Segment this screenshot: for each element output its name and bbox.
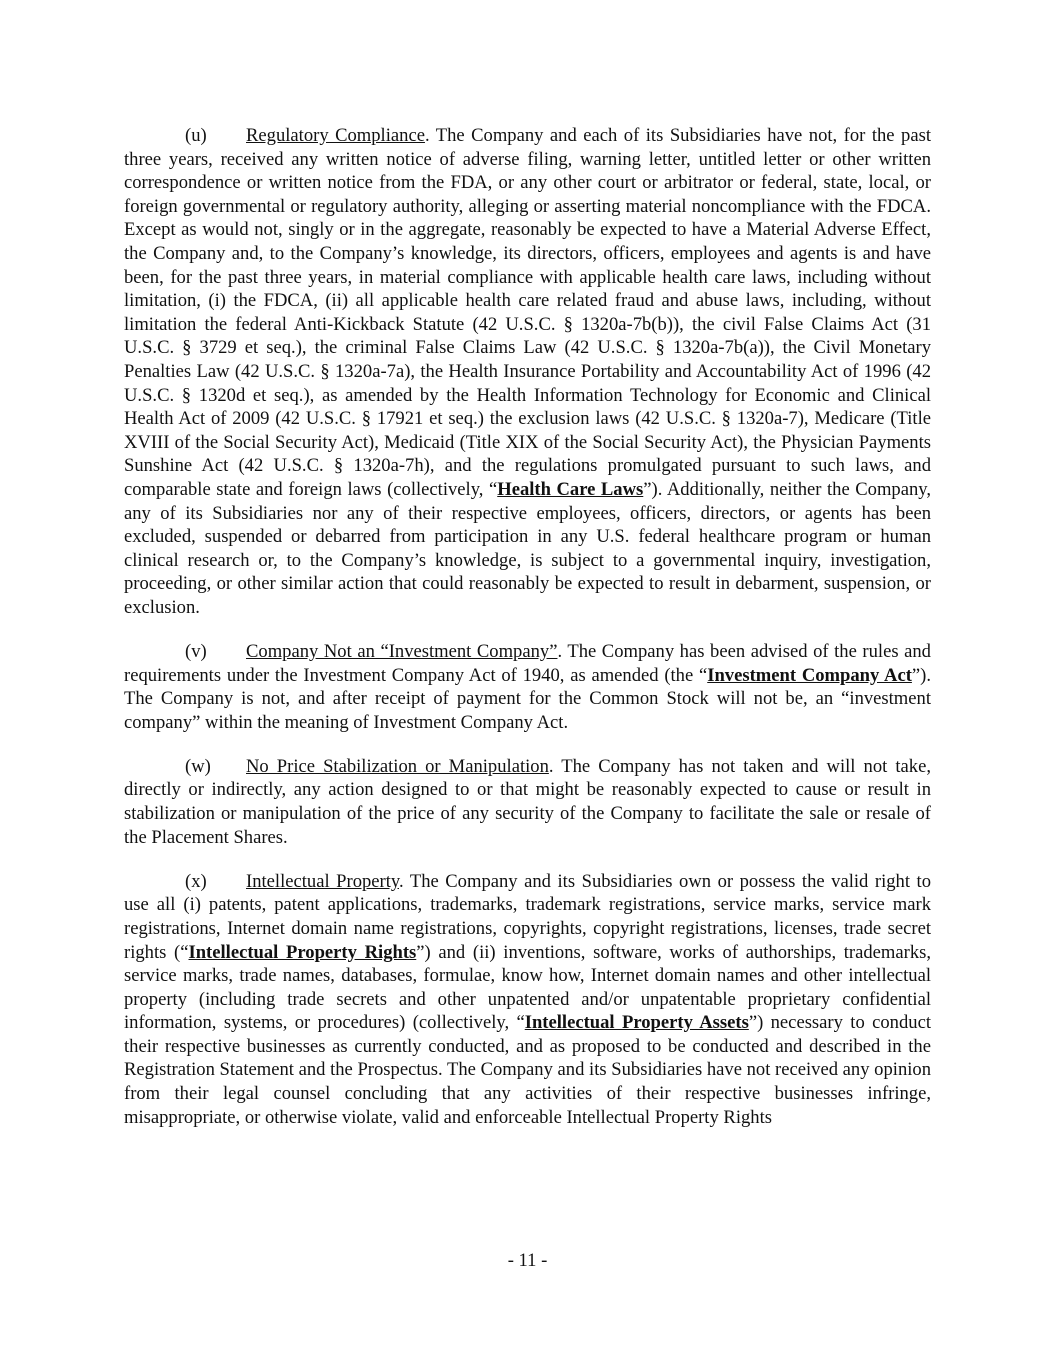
section-text: . The Company and each of its Subsidiaries have not, for the past three years, received any written notice of adverse filing, warning letter, untitled letter or other written correspondence or written notice from the FDA, or any other court or arbitrator or federal, state, local, or foreign governmental or regulatory authority, alleging or asserting material noncompliance with the FDCA. Except as would not, singly or in the aggregate, reasonably be expected to have a Material Adverse Effect, the Company and, to the Company’s knowledge, its directors, officers, employees and agents is and have been, for the past three years, in material compliance with applicable health care laws, including without limitation, (i) the FDCA, (ii) all applicable health care related fraud and abuse laws, including, without limitation the federal Anti-Kickback Statute (42 U.S.C. § 1320a-7b(b)), the civil False Claims Act (31 U.S.C. § 3729 et seq.), the criminal False Claims Law (42 U.S.C. § 1320a-7b(a)), the Civil Monetary Penalties Law (42 U.S.C. § 1320a-7a), the Health Insurance Portability and Accountability Act of 1996 (42 U.S.C. § 1320d et seq.), as amended by the Health Information Technology for Economic and Clinical Health Act of 2009 (42 U.S.C. § 17921 et seq.) the exclusion laws (42 U.S.C. § 1320a-7), Medicare (Title XVIII of the Social Security Act), Medicaid (Title XIX of the Social Security Act), the Physician Payments Sunshine Act (42 U.S.C. § 1320a-7h), and the regulations promulgated pursuant to such laws, and comparable state and foreign laws (collectively, “ <box>124 125 931 500</box>
section-marker: (w) <box>185 755 211 777</box>
section-text: . The Company has been advised of the rules and requirements under the Investment Company Act of 1940, as amended (the “ <box>124 640 931 686</box>
section-marker: (u) <box>185 125 207 146</box>
document-page <box>124 124 931 1150</box>
section-heading: Intellectual Property <box>246 870 399 892</box>
section-marker: (x) <box>185 870 207 892</box>
section-heading: Company Not an “Investment Company” <box>246 640 558 662</box>
section-text: ”) and (ii) inventions, software, works of authorships, trademarks, service marks, trade names, databases, formulae, know how, Internet domain names and other intellectual property (including trade secrets and other unpatented and/or unpatentable proprietary confidential information, systems, or procedures) (collectively, “ <box>124 941 932 1034</box>
section-u-regulatory-compliance <box>124 124 931 619</box>
defined-term: Health Care Laws <box>497 478 644 500</box>
section-text: ”) necessary to conduct their respective businesses as currently conducted, and as proposed to be conducted and described in the Registration Statement and the Prospectus. The Company and its Subsidiaries have not received any opinion from their legal counsel concluding that any activities of their respective businesses infringe, misappropriate, or otherwise violate, valid and enforceable Intellectual Property Rights <box>124 1012 931 1128</box>
defined-term: Intellectual Property Rights <box>188 941 417 963</box>
section-text: . The Company and its Subsidiaries own or possess the valid right to use all (i) patents, patent applications, trademarks, trademark registrations, service marks, service mark registrations, Internet domain name registrations, copyrights, copyright registrations, licenses, trade secret rights (“ <box>124 870 931 963</box>
section-heading: No Price Stabilization or Manipulation <box>246 755 549 777</box>
section-heading: Regulatory Compliance <box>246 125 425 146</box>
section-w-no-price-stabilization <box>124 755 931 849</box>
section-x-intellectual-property <box>124 870 931 1130</box>
section-text: . The Company has not taken and will not take, directly or indirectly, any action designed to or that might be reasonably expected to cause or result in stabilization or manipulation of the price of any security of the Company to facilitate the sale or resale of the Placement Shares. <box>124 755 931 848</box>
section-marker: (v) <box>185 640 207 662</box>
page-number: - 11 - <box>507 1250 548 1271</box>
section-text: ”). The Company is not, and after receipt of payment for the Common Stock will not be, an “investment company” within the meaning of Investment Company Act. <box>124 664 931 733</box>
section-text: ”). Additionally, neither the Company, any of its Subsidiaries nor any of their respective employees, officers, directors, or agents has been excluded, suspended or debarred from participation in any U.S. federal healthcare program or human clinical research or, to the Company’s knowledge, is subject to a governmental inquiry, investigation, proceeding, or other similar action that could reasonably be expected to result in debarment, suspension, or exclusion. <box>124 478 931 618</box>
defined-term: Investment Company Act <box>707 664 912 686</box>
section-v-investment-company <box>124 640 931 734</box>
defined-term: Intellectual Property Assets <box>524 1012 749 1034</box>
